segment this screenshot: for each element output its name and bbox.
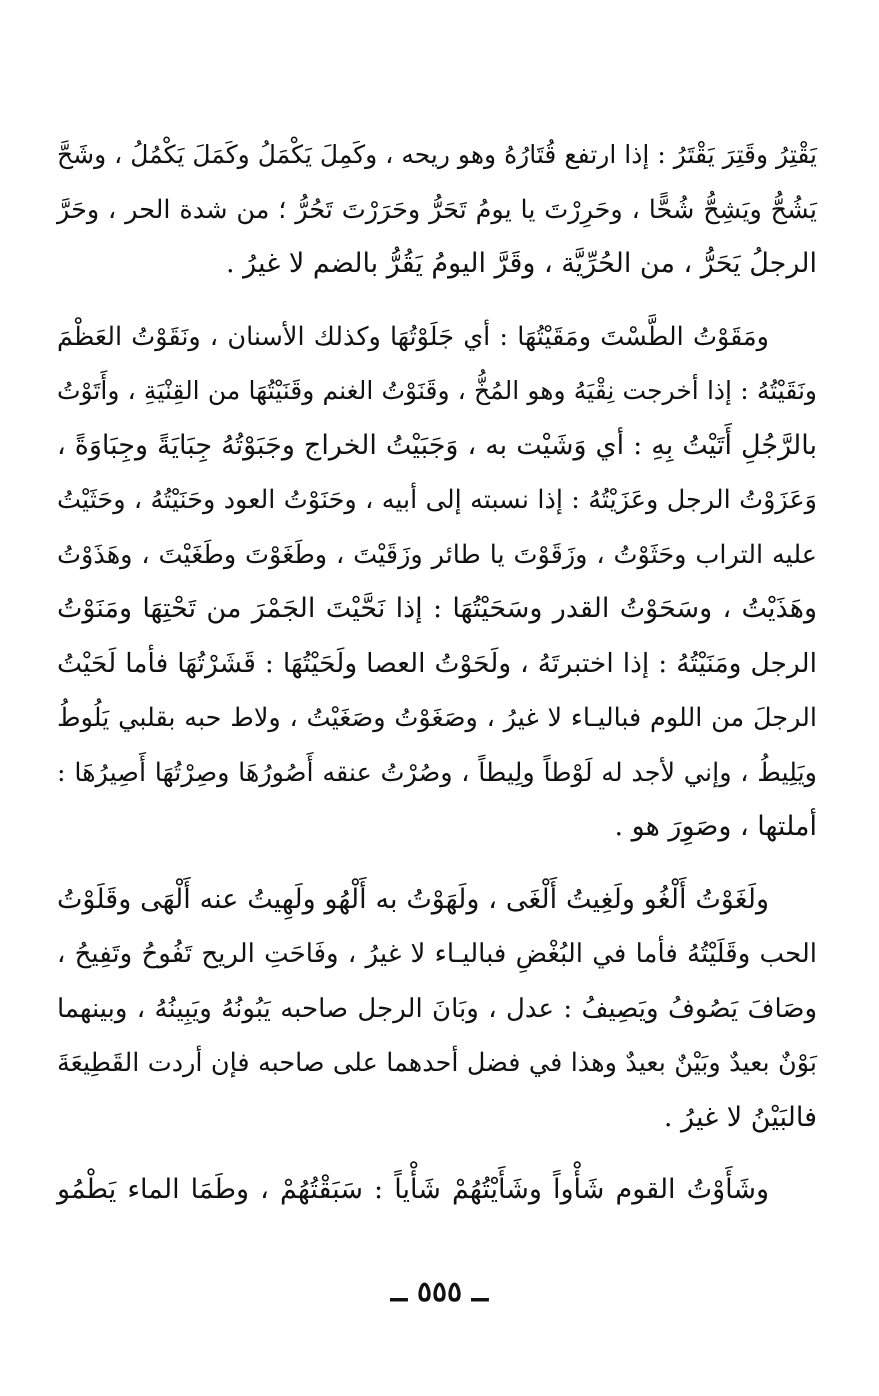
paragraph-1 [57,128,817,292]
page-body [57,128,817,1236]
text-line: الرجلُ يَحَرُّ ، من الحُرِّيَّة ، وقَرَّ اليومُ يَقُرُّ بالضم لا غيرُ . [225,248,817,279]
text-line: وصَافَ يَصُوفُ ويَصِيفُ : عدل ، وبَانَ الرجل صاحبه يَبُونُهُ ويَبِينُهُ ، وبينهما [57,993,817,1024]
text-line: الحب وقَلَيْتُهُ فأما في البُغْضِ فباليـاء لا غيرُ ، وفَاحَتِ الريح تَفُوحُ وتَفِيحُ ، [57,939,817,969]
text-line: ولَغَوْتُ أَلْغُو ولَغِيتُ أَلْغَى ، ولَهَوْتُ به أَلْهُو ولَهِيتُ عنه أَلْهَى وقَلَوْتُ [57,883,769,915]
text-line: وهَذَيْتُ ، وسَحَوْتُ القدر وسَحَيْتُهَا : إذا نَحَّيْتَ الجَمْرَ من تَحْتِهَا ومَنَوْتُ [57,593,817,624]
text-line: وَعَزَوْتُ الرجل وعَزَيْتُهُ : إذا نسبته إلى أبيه ، وحَنَوْتُ العود وحَنَيْتُهُ ، وحَثَيْتُ [57,485,817,515]
page-number: ــ ٥٥٥ ــ [390,1275,489,1308]
text-line: ومَقَوْتُ الطَّسْتَ ومَقَيْتُهَا : أي جَلَوْتُهَا وكذلك الأسنان ، ونَقَوْتُ العَظْمَ [57,321,769,352]
text-line: الرجل ومَنَيْتُهُ : إذا اختبرتَهُ ، ولَحَوْتُ العصا ولَحَيْتُهَا : قَشَرْتُهَا فأما لَحَيْتُ [57,647,817,679]
text-line: عليه التراب وحَثَوْتُ ، وزَقَوْتَ يا طائر وزَقَيْتَ ، وطَغَوْتَ وطَغَيْتَ ، وهَذَوْتُ [57,539,817,570]
text-line: ويَلِيطُ ، وإني لأجد له لَوْطاً ولِيطاً ، وصُرْتُ عنقه أَصُورُهَا وصِرْتُهَا أَصِيرُهَا : [57,757,817,788]
paragraph-3 [57,873,817,1146]
text-line: يَقْتِرُ وقَتِرَ يَقْتَرُ : إذا ارتفع قُتَارُهُ وهو ريحه ، وكَمِلَ يَكْمَلُ وكَمَلَ يَكْمُلُ ، وشَحَّ [57,140,817,169]
text-line: ونَقَيْتُهُ : إذا أخرجت نِقْيَهُ وهو المُخُّ ، وقَنَوْتُ الغنم وقَنَيْتُهَا من القِنْيَةِ ، وأَتَوْتُ [57,376,817,405]
text-line: بَوْنٌ بعيدٌ وبَيْنٌ بعيدٌ وهذا في فضل أحدهما على صاحبه فإن أردت القَطِيعَةَ [57,1048,817,1078]
paragraph-4 [57,1163,817,1218]
text-line: يَشُحُّ ويَشِحُّ شُحًّا ، وحَرِرْتَ يا يومُ تَحَرُّ وحَرَرْتَ تَحُرُّ ؛ من شدة الحر ، وحَرَّ [57,194,817,225]
text-line: أملتها ، وصَوِرَ هو . [614,811,817,842]
text-line: الرجلَ من اللوم فباليـاء لا غيرُ ، وصَغَوْتُ وصَغَيْتُ ، ولاط حبه بقلبي يَلُوطُ [57,703,817,733]
text-line: بالرَّجُلِ أَتَيْتُ بِهِ : أي وَشَيْت به ، وَجَبَيْتُ الخراج وجَبَوْتُهُ جِبَايَةً وجِبَاوَةً ، [57,429,817,461]
text-line: وشَأَوْتُ القوم شَأْواً وشَأَيْتُهُمْ شَأْياً : سَبَقْتُهُمْ ، وطَمَا الماء يَطْمُو [57,1174,769,1205]
text-line: فالبَيْنُ لا غيرُ . [663,1101,817,1133]
paragraph-2 [57,310,817,855]
